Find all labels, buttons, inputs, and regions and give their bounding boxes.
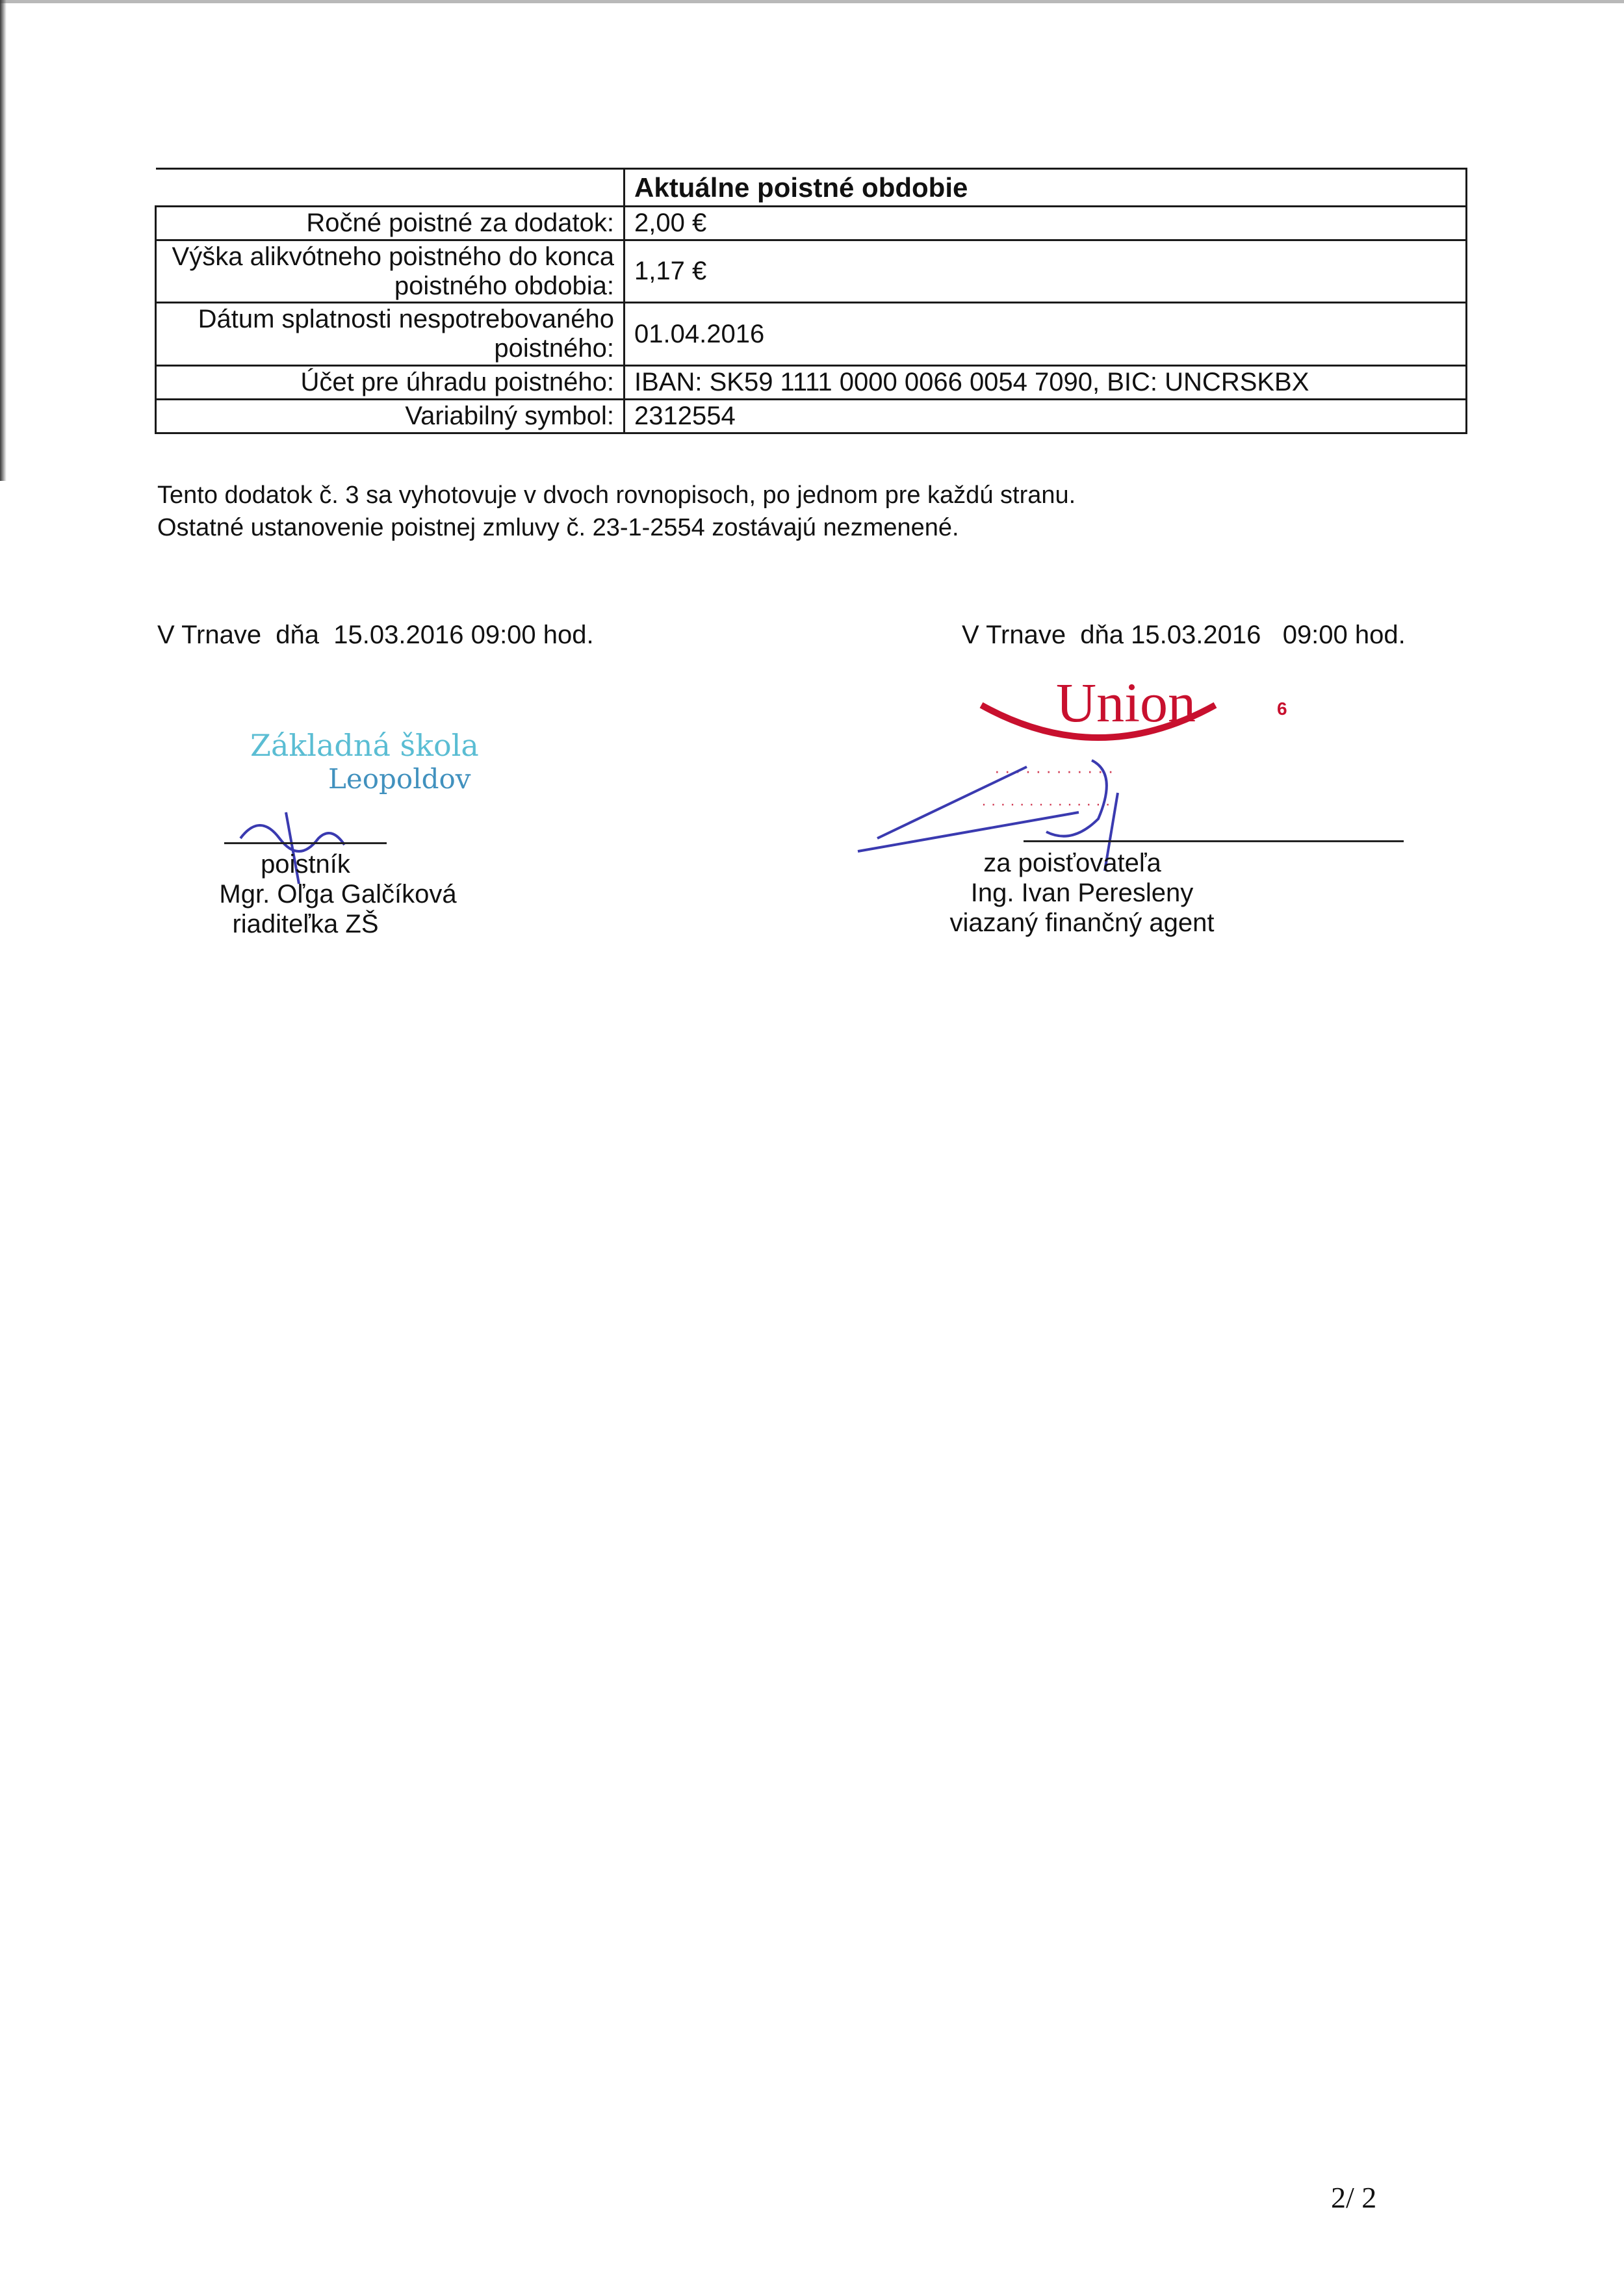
row-value: 1,17 € [625, 240, 1467, 303]
body-line-2: Ostatné ustanovenie poistnej zmluvy č. 23-1-2554 zostávajú nezmenené. [157, 514, 959, 541]
school-stamp [250, 728, 479, 795]
row-value: IBAN: SK59 1111 0000 0066 0054 7090, BIC: UNCRSKBX [625, 366, 1467, 400]
row-label: Variabilný symbol: [156, 399, 625, 433]
table-row [156, 366, 1467, 400]
school-stamp-line2: Leopoldov [328, 763, 471, 795]
svg-text:· · · · · · · · · · · ·: · · · · · · · · · · · · [994, 761, 1114, 780]
policyholder-name: Mgr. Oľga Galčíková [219, 880, 457, 909]
row-value: 01.04.2016 [625, 303, 1467, 366]
body-line-1: Tento dodatok č. 3 sa vyhotovuje v dvoch rovnopisoch, po jednom pre každú stranu. [157, 482, 1076, 509]
row-label: Výška alikvótneho poistného do konca poistného obdobia: [156, 240, 625, 303]
row-value: 2312554 [625, 399, 1467, 433]
table-row [156, 303, 1467, 366]
insurer-title: viazaný finančný agent [949, 909, 1215, 937]
signature-line-right [1024, 840, 1404, 842]
table-row [156, 240, 1467, 303]
place-date-right: V Trnave dňa 15.03.2016 09:00 hod. [962, 621, 1406, 649]
row-label: Dátum splatnosti nespotrebovaného poistného: [156, 303, 625, 366]
page-number: 2/ 2 [1331, 2181, 1377, 2214]
union-stamp-number: 6 [1277, 699, 1287, 719]
scan-top-edge [0, 0, 1624, 3]
premium-table [155, 168, 1467, 434]
row-label: Ročné poistné za dodatok: [156, 207, 625, 240]
union-stamp-brand: Union [1056, 671, 1196, 734]
table-header: Aktuálne poistné obdobie [625, 169, 1467, 207]
table-row [156, 207, 1467, 240]
table-header-row [156, 169, 1467, 207]
table-row [156, 399, 1467, 433]
insurer-name: Ing. Ivan Peresleny [970, 879, 1194, 907]
signature-line-left [224, 842, 387, 844]
svg-text:· · · · · · · · · · · · · ·: · · · · · · · · · · · · · · [981, 795, 1111, 813]
insurer-label: za poisťovateľa [983, 849, 1161, 877]
scan-left-edge [0, 0, 6, 481]
policyholder-label: poistník [261, 850, 350, 879]
row-value: 2,00 € [625, 207, 1467, 240]
policyholder-title: riaditeľka ZŠ [232, 910, 379, 938]
school-stamp-line1: Základná škola [250, 728, 479, 763]
place-date-left: V Trnave dňa 15.03.2016 09:00 hod. [157, 621, 594, 649]
table-header-spacer [156, 169, 625, 207]
row-label: Účet pre úhradu poistného: [156, 366, 625, 400]
